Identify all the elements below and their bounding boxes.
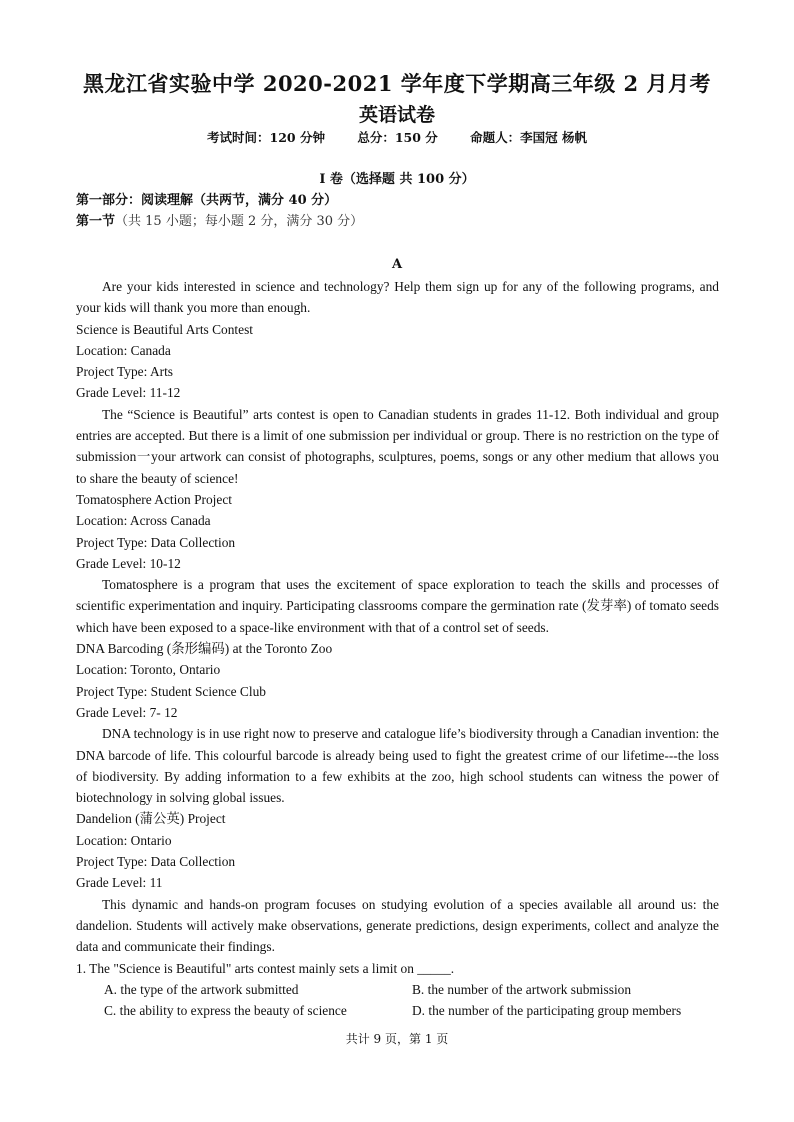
option-d: D. the number of the participating group members (412, 1002, 682, 1018)
option-b: B. the number of the artwork submission (412, 981, 632, 997)
program-description: This dynamic and hands-on program focuses on studying evolution of a species available all around us: the dandelion. Students will actively make observations, generate predictions, design experiments, collect and analyze the data and communicate their findings. (76, 896, 719, 955)
volume-heading: I 卷（选择题 共 100 分） (319, 172, 475, 187)
option-a: A. the type of the artwork submitted (104, 981, 299, 997)
program-location: Location: Canada (76, 342, 171, 358)
page-footer: 共计 9 页，第 1 页 (345, 1032, 449, 1046)
program-grade: Grade Level: 7- 12 (76, 704, 178, 720)
program-type: Project Type: Data Collection (76, 534, 236, 550)
program-type: Project Type: Arts (76, 364, 174, 380)
option-c: C. the ability to express the beauty of science (104, 1002, 347, 1018)
program-description: The “Science is Beautiful” arts contest is open to Canadian students in grades 11-12. Both individual and group entries are accepted. But there is a limit of one submission per individual or group. There is no restriction on the type of submission一your artwork can consist of photographs, sculptures, poems, songs or any other medium that allows you to share the beauty of science! (76, 406, 719, 486)
program-grade: Grade Level: 10-12 (76, 555, 181, 571)
question-stem: 1. The "Science is Beautiful" arts contest mainly sets a limit on _____. (76, 960, 455, 976)
program-description: Tomatosphere is a program that uses the excitement of space exploration to teach the skills and processes of scientific experimentation and inquiry. Participating classrooms compare the germination rate (发芽率) of tomato seeds which have been exposed to a space-like environment with that of a control set of seeds. (76, 577, 719, 635)
section-label: 第一节 (76, 214, 116, 229)
section-note: （共 15 小题；每小题 2 分，满分 30 分） (115, 214, 364, 229)
exam-meta (0, 128, 794, 146)
program-location: Location: Ontario (76, 832, 172, 848)
program-description: DNA technology is in use right now to preserve and catalogue life’s biodiversity through a Canadian invention: the DNA barcode of life. This colourful barcode is already being used to fight the greatest crime of our lifetime---the loss of biodiversity. By adding information to a few exhibits at the zoo, high school students can witness the power of biotechnology in solving global issues. (76, 726, 719, 806)
program-grade: Grade Level: 11 (76, 875, 163, 891)
part-heading: 第一部分：阅读理解（共两节，满分 40 分） (76, 193, 338, 208)
section-heading (76, 210, 363, 229)
program-name: DNA Barcoding (条形编码) at the Toronto Zoo (76, 641, 333, 657)
program-type: Project Type: Data Collection (76, 854, 236, 870)
program-location: Location: Across Canada (76, 513, 211, 529)
exam-time: 考试时间：120 分钟 (207, 130, 325, 145)
passage-body (76, 276, 719, 1021)
program-name: Dandelion (蒲公英) Project (76, 811, 226, 827)
passage-letter: A (391, 257, 403, 272)
program-grade: Grade Level: 11-12 (76, 385, 181, 401)
exam-title: 黑龙江省实验中学 2020-2021 学年度下学期高三年级 2 月月考 (83, 71, 711, 96)
passage-intro: Are your kids interested in science and technology? Help them sign up for any of the following programs, and your kids will thank you more than enough. (76, 279, 719, 316)
total-score: 总分：150 分 (357, 130, 438, 145)
program-type: Project Type: Student Science Club (76, 683, 266, 699)
program-location: Location: Toronto, Ontario (76, 662, 221, 678)
program-name: Science is Beautiful Arts Contest (76, 321, 254, 337)
exam-author: 命题人：李国冠 杨帆 (470, 130, 587, 145)
exam-subtitle: 英语试卷 (358, 104, 435, 126)
program-name: Tomatosphere Action Project (76, 491, 232, 507)
question-options (76, 979, 719, 1021)
